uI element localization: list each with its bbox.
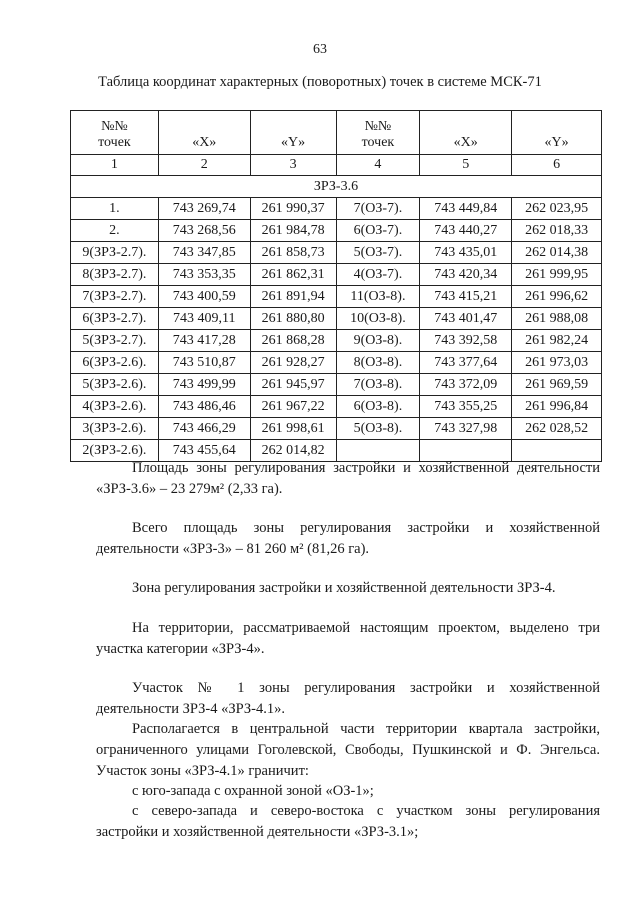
table-cell: 261 999,95 [512,264,602,286]
table-row [71,418,602,440]
column-header: «X» [420,111,512,155]
zone-label: ЗРЗ-3.6 [71,176,602,198]
table-row [71,264,602,286]
table-cell: 743 377,64 [420,352,512,374]
table-cell: 3(ЗРЗ-2.6). [71,418,159,440]
table-cell: 743 327,98 [420,418,512,440]
table-cell: 11(ОЗ-8). [336,286,420,308]
column-number: 6 [512,155,602,176]
table-cell: 261 973,03 [512,352,602,374]
total-area-line1: Всего площадь зоны регулирования застройки и хозяйственной [132,520,600,536]
table-cell: 743 486,46 [158,396,250,418]
table-cell: 261 984,78 [250,220,336,242]
area-zrz36-paragraph [96,458,600,478]
table-cell: 261 990,37 [250,198,336,220]
table-cell: 261 967,22 [250,396,336,418]
table-cell: 743 417,28 [158,330,250,352]
table-cell: 743 347,85 [158,242,250,264]
table-cell: 261 996,62 [512,286,602,308]
plot1-line1: Участок № 1 зоны регулирования застройки и хозяйственной [132,680,600,696]
column-header: «X» [158,111,250,155]
column-number: 4 [336,155,420,176]
column-number: 2 [158,155,250,176]
column-header: №№ точек [336,111,420,155]
territory-line2: участка категории «ЗРЗ-4». [96,641,265,657]
table-cell: 743 269,74 [158,198,250,220]
table-cell: 2. [71,220,159,242]
table-row [71,198,602,220]
table-cell: 261 998,61 [250,418,336,440]
table-cell: 743 400,59 [158,286,250,308]
table-row [71,396,602,418]
table-cell: 743 499,99 [158,374,250,396]
table-cell: 7(ЗРЗ-2.7). [71,286,159,308]
column-number: 1 [71,155,159,176]
table-cell: 743 420,34 [420,264,512,286]
table-cell: 743 409,11 [158,308,250,330]
table-cell: 4(ЗРЗ-2.6). [71,396,159,418]
table-cell: 6(ЗРЗ-2.6). [71,352,159,374]
table-cell: 743 449,84 [420,198,512,220]
table-cell: 4(ОЗ-7). [336,264,420,286]
page-number: 63 [313,42,327,57]
table-cell: 261 945,97 [250,374,336,396]
location-line1: Располагается в центральной части территории квартала застройки, [132,721,600,737]
column-header: «Y» [250,111,336,155]
table-cell: 8(ОЗ-8). [336,352,420,374]
location-line2: ограниченного улицами Гоголевской, Свободы, Пушкинской и Ф. Энгельса. [96,742,600,758]
table-cell: 7(ОЗ-7). [336,198,420,220]
area-line-1: Площадь зоны регулирования застройки и хозяйственной деятельности [132,460,600,476]
column-header: «Y» [512,111,602,155]
area-zrz36-line2: «ЗРЗ-3.6» – 23 279м² (2,33 га). [96,481,283,497]
table-cell: 262 023,95 [512,198,602,220]
table-cell: 743 455,64 [158,440,250,462]
table-cell: 261 858,73 [250,242,336,264]
table-cell: 261 928,27 [250,352,336,374]
table-cell: 743 466,29 [158,418,250,440]
table-row [71,352,602,374]
column-number: 3 [250,155,336,176]
table-title: Таблица координат характерных (поворотных) точек в системе МСК-71 [98,74,542,90]
table-cell: 5(ЗРЗ-2.6). [71,374,159,396]
border-southwest: с юго-запада с охранной зоной «ОЗ-1»; [132,783,374,799]
border-nw-ne-line1: с северо-запада и северо-востока с участком зоны регулирования [132,803,600,819]
table-cell: 743 372,09 [420,374,512,396]
column-header: №№ точек [71,111,159,155]
table-cell: 261 862,31 [250,264,336,286]
table-cell: 262 014,82 [250,440,336,462]
table-cell: 261 988,08 [512,308,602,330]
table-cell: 743 510,87 [158,352,250,374]
column-number-row [71,155,602,176]
table-cell: 9(ОЗ-8). [336,330,420,352]
table-cell: 262 014,38 [512,242,602,264]
table-cell: 8(ЗРЗ-2.7). [71,264,159,286]
table-cell: 262 018,33 [512,220,602,242]
table-row [71,242,602,264]
table-cell: 743 355,25 [420,396,512,418]
table-cell: 743 392,58 [420,330,512,352]
column-number: 5 [420,155,512,176]
table-cell: 261 891,94 [250,286,336,308]
table-cell: 10(ОЗ-8). [336,308,420,330]
table-cell: 261 996,84 [512,396,602,418]
table-header-row [71,111,602,155]
total-area-line2: деятельности «ЗРЗ-3» – 81 260 м² (81,26 га). [96,541,370,557]
table-cell: 6(ОЗ-8). [336,396,420,418]
table-cell: 5(ЗРЗ-2.7). [71,330,159,352]
location-line3: Участок зоны «ЗРЗ-4.1» граничит: [96,763,309,779]
table-row [71,286,602,308]
coordinates-table [70,110,602,462]
territory-line1: На территории, рассматриваемой настоящим проектом, выделено три [132,620,600,636]
table-cell: 5(ОЗ-8). [336,418,420,440]
table-cell: 261 969,59 [512,374,602,396]
table-cell: 261 868,28 [250,330,336,352]
table-cell: 7(ОЗ-8). [336,374,420,396]
plot1-line2: деятельности ЗРЗ-4 «ЗРЗ-4.1». [96,701,285,717]
table-row [71,308,602,330]
table-row [71,220,602,242]
zone-label-row [71,176,602,198]
table-cell: 743 435,01 [420,242,512,264]
table-row [71,374,602,396]
table-cell: 1. [71,198,159,220]
table-cell: 6(ЗРЗ-2.7). [71,308,159,330]
table-cell: 743 440,27 [420,220,512,242]
table-cell: 743 268,56 [158,220,250,242]
table-cell: 2(ЗРЗ-2.6). [71,440,159,462]
table-cell: 9(ЗРЗ-2.7). [71,242,159,264]
border-nw-ne-line2: застройки и хозяйственной деятельности «ЗРЗ-3.1»; [96,824,419,840]
table-cell: 743 401,47 [420,308,512,330]
table-cell: 5(ОЗ-7). [336,242,420,264]
table-row [71,330,602,352]
table-cell: 262 028,52 [512,418,602,440]
table-cell: 261 880,80 [250,308,336,330]
table-cell: 743 415,21 [420,286,512,308]
table-cell: 743 353,35 [158,264,250,286]
zone4-heading: Зона регулирования застройки и хозяйственной деятельности ЗРЗ-4. [132,580,556,596]
table-cell: 261 982,24 [512,330,602,352]
table-cell: 6(ОЗ-7). [336,220,420,242]
